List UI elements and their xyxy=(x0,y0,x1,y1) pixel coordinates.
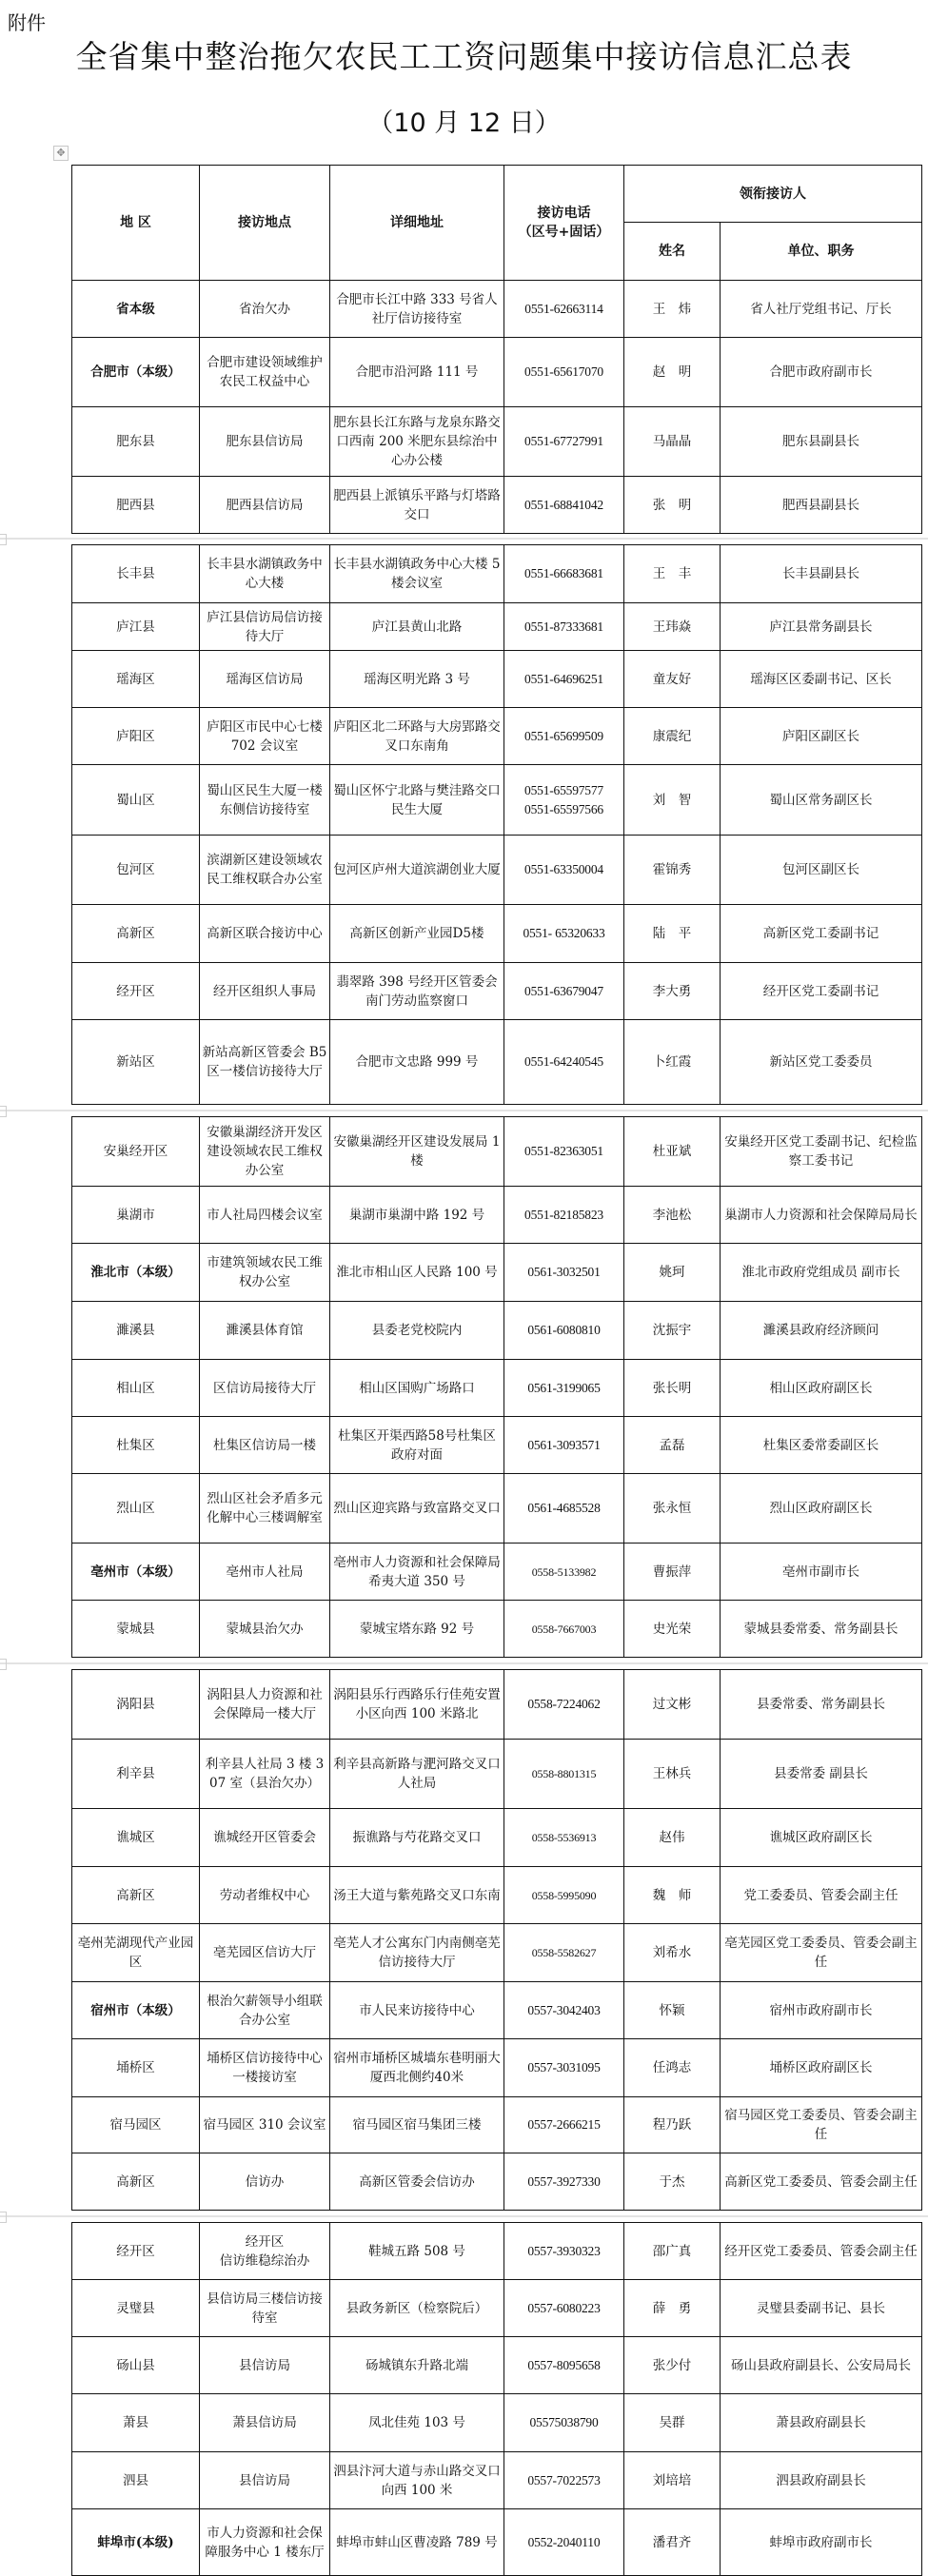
cell-leader-title: 宿马园区党工委委员、管委会副主任 xyxy=(721,2097,922,2153)
cell-leader-name: 杜亚斌 xyxy=(624,1117,721,1187)
cell-location: 长丰县水湖镇政务中心大楼 xyxy=(200,545,330,603)
table-row xyxy=(72,2153,922,2211)
table-row xyxy=(72,1117,922,1187)
table-row xyxy=(72,2509,922,2576)
cell-leader-title: 党工委委员、管委会副主任 xyxy=(721,1867,922,1924)
page-break-line xyxy=(0,1110,928,1111)
cell-region: 谯城区 xyxy=(72,1809,200,1867)
cell-phone: 0551-65617070 xyxy=(504,338,624,407)
cell-leader-name: 于杰 xyxy=(624,2153,721,2211)
table-row xyxy=(72,651,922,708)
cell-leader-title: 庐江县常务副县长 xyxy=(721,603,922,651)
cell-location: 蜀山区民生大厦一楼东侧信访接待室 xyxy=(200,765,330,836)
cell-leader-name: 张长明 xyxy=(624,1360,721,1417)
cell-phone: 0558-5536913 xyxy=(504,1809,624,1867)
cell-location: 亳州市人社局 xyxy=(200,1544,330,1601)
cell-location: 蒙城县治欠办 xyxy=(200,1601,330,1658)
cell-leader-title: 砀山县政府副县长、公安局局长 xyxy=(721,2337,922,2394)
table-row xyxy=(72,1360,922,1417)
cell-leader-title: 肥西县副县长 xyxy=(721,477,922,534)
cell-leader-title: 杜集区委常委副区长 xyxy=(721,1417,922,1474)
cell-phone: 0557-3930323 xyxy=(504,2223,624,2280)
cell-leader-name: 任鸿志 xyxy=(624,2039,721,2097)
info-table-page-1 xyxy=(71,165,922,534)
cell-phone: 0557-3927330 xyxy=(504,2153,624,2211)
cell-region: 新站区 xyxy=(72,1020,200,1105)
cell-address: 杜集区开渠西路58号杜集区政府对面 xyxy=(330,1417,504,1474)
cell-address: 合肥市沿河路 111 号 xyxy=(330,338,504,407)
cell-leader-name: 刘希水 xyxy=(624,1924,721,1982)
cell-region: 亳州芜湖现代产业园区 xyxy=(72,1924,200,1982)
cell-location: 亳芜园区信访大厅 xyxy=(200,1924,330,1982)
cell-address: 宿州市埇桥区城墙东巷明丽大厦西北侧约40米 xyxy=(330,2039,504,2097)
cell-leader-title: 亳芜园区党工委委员、管委会副主任 xyxy=(721,1924,922,1982)
cell-leader-name: 沈振宇 xyxy=(624,1302,721,1360)
cell-line: 0551-65597577 xyxy=(524,782,603,797)
cell-leader-title: 瑶海区区委副书记、区长 xyxy=(721,651,922,708)
cell-leader-name: 李大勇 xyxy=(624,963,721,1020)
cell-leader-name: 邵广真 xyxy=(624,2223,721,2280)
cell-location: 区信访局接待大厅 xyxy=(200,1360,330,1417)
cell-phone: 0551-68841042 xyxy=(504,477,624,534)
table-row xyxy=(72,1740,922,1809)
cell-leader-title: 相山区政府副区长 xyxy=(721,1360,922,1417)
cell-location: 省治欠办 xyxy=(200,281,330,338)
document-title: 全省集中整治拖欠农民工工资问题集中接访信息汇总表 xyxy=(75,38,853,75)
cell-phone: 0557-6080223 xyxy=(504,2280,624,2337)
header-phone xyxy=(504,166,624,281)
table-row xyxy=(72,1809,922,1867)
cell-leader-title: 蚌埠市政府副市长 xyxy=(721,2509,922,2576)
table-row xyxy=(72,1867,922,1924)
cell-location: 埇桥区信访接待中心一楼接访室 xyxy=(200,2039,330,2097)
table-row xyxy=(72,1544,922,1601)
cell-phone: 0551-82185823 xyxy=(504,1187,624,1244)
table-row xyxy=(72,407,922,477)
cell-region: 烈山区 xyxy=(72,1474,200,1544)
table-row xyxy=(72,1020,922,1105)
cell-leader-title: 巢湖市人力资源和社会保障局局长 xyxy=(721,1187,922,1244)
cell-location xyxy=(200,2223,330,2280)
table-row xyxy=(72,765,922,836)
cell-address: 蒙城宝塔东路 92 号 xyxy=(330,1601,504,1658)
cell-location: 滨湖新区建设领域农民工维权联合办公室 xyxy=(200,836,330,905)
table-row xyxy=(72,1417,922,1474)
cell-phone: 0551-64696251 xyxy=(504,651,624,708)
cell-leader-name: 薛 勇 xyxy=(624,2280,721,2337)
cell-phone: 0557-3042403 xyxy=(504,1982,624,2039)
cell-location: 利辛县人社局 3 楼 307 室（县治欠办） xyxy=(200,1740,330,1809)
cell-address: 合肥市长江中路 333 号省人社厅信访接待室 xyxy=(330,281,504,338)
cell-address: 瑶海区明光路 3 号 xyxy=(330,651,504,708)
cell-region: 蜀山区 xyxy=(72,765,200,836)
cell-location: 安徽巢湖经济开发区建设领域农民工维权办公室 xyxy=(200,1117,330,1187)
table-row xyxy=(72,1302,922,1360)
cell-region: 杜集区 xyxy=(72,1417,200,1474)
cell-phone: 0561-6080810 xyxy=(504,1302,624,1360)
cell-address: 凤北佳苑 103 号 xyxy=(330,2394,504,2452)
cell-location: 市建筑领域农民工维权办公室 xyxy=(200,1244,330,1302)
cell-leader-name: 魏 师 xyxy=(624,1867,721,1924)
cell-leader-name: 程乃跃 xyxy=(624,2097,721,2153)
cell-location: 肥西县信访局 xyxy=(200,477,330,534)
cell-leader-title: 谯城区政府副区长 xyxy=(721,1809,922,1867)
cell-location: 庐江县信访局信访接待大厅 xyxy=(200,603,330,651)
cell-region: 相山区 xyxy=(72,1360,200,1417)
header-title: 单位、职务 xyxy=(721,223,922,281)
cell-leader-name: 王 炜 xyxy=(624,281,721,338)
cell-leader-title: 经开区党工委委员、管委会副主任 xyxy=(721,2223,922,2280)
header-region: 地 区 xyxy=(72,166,200,281)
cell-leader-name: 赵 明 xyxy=(624,338,721,407)
table-row xyxy=(72,1474,922,1544)
cell-address: 淮北市相山区人民路 100 号 xyxy=(330,1244,504,1302)
table-row xyxy=(72,1601,922,1658)
table-row xyxy=(72,1924,922,1982)
page-gutter-marker-icon xyxy=(0,1659,7,1670)
cell-address: 利辛县高新路与淝河路交叉口人社局 xyxy=(330,1740,504,1809)
header-leader-group: 领衔接访人 xyxy=(624,166,922,223)
cell-phone: 0551-82363051 xyxy=(504,1117,624,1187)
cell-phone: 0558-5995090 xyxy=(504,1867,624,1924)
cell-leader-name: 李池松 xyxy=(624,1187,721,1244)
cell-region: 安巢经开区 xyxy=(72,1117,200,1187)
cell-address: 振谯路与芍花路交叉口 xyxy=(330,1809,504,1867)
cell-address: 巢湖市巢湖中路 192 号 xyxy=(330,1187,504,1244)
cell-leader-name: 曹振萍 xyxy=(624,1544,721,1601)
cell-leader-name: 史光荣 xyxy=(624,1601,721,1658)
table-row xyxy=(72,1244,922,1302)
cell-address: 蜀山区怀宁北路与樊洼路交口民生大厦 xyxy=(330,765,504,836)
cell-leader-title: 烈山区政府副区长 xyxy=(721,1474,922,1544)
cell-phone xyxy=(504,765,624,836)
table-row xyxy=(72,1982,922,2039)
cell-address: 合肥市文忠路 999 号 xyxy=(330,1020,504,1105)
cell-phone: 0561-4685528 xyxy=(504,1474,624,1544)
info-table-page-4 xyxy=(71,1669,922,2211)
cell-region: 庐阳区 xyxy=(72,708,200,765)
cell-leader-name: 王 丰 xyxy=(624,545,721,603)
cell-region: 濉溪县 xyxy=(72,1302,200,1360)
cell-address: 包河区庐州大道滨湖创业大厦 xyxy=(330,836,504,905)
cell-leader-name: 童友好 xyxy=(624,651,721,708)
cell-address: 泗县汴河大道与赤山路交叉口向西 100 米 xyxy=(330,2452,504,2509)
cell-address: 鞋城五路 508 号 xyxy=(330,2223,504,2280)
table-row xyxy=(72,2394,922,2452)
cell-region: 蒙城县 xyxy=(72,1601,200,1658)
cell-region: 涡阳县 xyxy=(72,1670,200,1740)
cell-leader-title: 安巢经开区党工委副书记、纪检监察工委书记 xyxy=(721,1117,922,1187)
cell-leader-name: 张 明 xyxy=(624,477,721,534)
cell-leader-title: 高新区党工委副书记 xyxy=(721,905,922,963)
cell-region: 包河区 xyxy=(72,836,200,905)
table-row xyxy=(72,2223,922,2280)
cell-phone: 0551-65699509 xyxy=(504,708,624,765)
table-row xyxy=(72,1670,922,1740)
cell-line: 0551-65597566 xyxy=(524,801,603,816)
cell-address: 烈山区迎宾路与致富路交叉口 xyxy=(330,1474,504,1544)
cell-leader-title: 灵璧县委副书记、县长 xyxy=(721,2280,922,2337)
cell-leader-title: 肥东县副县长 xyxy=(721,407,922,477)
cell-leader-name: 潘君齐 xyxy=(624,2509,721,2576)
cell-address: 汤王大道与紫苑路交叉口东南 xyxy=(330,1867,504,1924)
cell-location: 烈山区社会矛盾多元化解中心三楼调解室 xyxy=(200,1474,330,1544)
cell-leader-name: 刘 智 xyxy=(624,765,721,836)
cell-leader-title: 萧县政府副县长 xyxy=(721,2394,922,2452)
cell-region: 瑶海区 xyxy=(72,651,200,708)
cell-phone: 05575038790 xyxy=(504,2394,624,2452)
info-table-page-2 xyxy=(71,544,922,1105)
cell-region: 高新区 xyxy=(72,1867,200,1924)
cell-phone: 0551-63350004 xyxy=(504,836,624,905)
cell-address: 翡翠路 398 号经开区管委会南门劳动监察窗口 xyxy=(330,963,504,1020)
cell-phone: 0551- 65320633 xyxy=(504,905,624,963)
cell-leader-title: 经开区党工委副书记 xyxy=(721,963,922,1020)
cell-location: 新站高新区管委会 B5 区一楼信访接待大厅 xyxy=(200,1020,330,1105)
cell-region: 巢湖市 xyxy=(72,1187,200,1244)
cell-phone: 0558-5133982 xyxy=(504,1544,624,1601)
cell-region: 砀山县 xyxy=(72,2337,200,2394)
cell-leader-title: 泗县政府副县长 xyxy=(721,2452,922,2509)
cell-leader-title: 合肥市政府副市长 xyxy=(721,338,922,407)
document-date: （10 月 12 日） xyxy=(367,108,561,138)
cell-location: 信访办 xyxy=(200,2153,330,2211)
cell-leader-title: 蒙城县委常委、常务副县长 xyxy=(721,1601,922,1658)
cell-region: 长丰县 xyxy=(72,545,200,603)
cell-leader-name: 刘培培 xyxy=(624,2452,721,2509)
cell-address: 肥西县上派镇乐平路与灯塔路交口 xyxy=(330,477,504,534)
cell-region: 利辛县 xyxy=(72,1740,200,1809)
cell-address: 亳芜人才公寓东门内南侧亳芜信访接待大厅 xyxy=(330,1924,504,1982)
cell-location: 瑶海区信访局 xyxy=(200,651,330,708)
cell-address: 县政务新区（检察院后） xyxy=(330,2280,504,2337)
cell-region: 埇桥区 xyxy=(72,2039,200,2097)
cell-region: 萧县 xyxy=(72,2394,200,2452)
cell-location: 杜集区信访局一楼 xyxy=(200,1417,330,1474)
cell-location: 经开区组织人事局 xyxy=(200,963,330,1020)
header-address: 详细地址 xyxy=(330,166,504,281)
cell-phone: 0557-2666215 xyxy=(504,2097,624,2153)
info-table-page-3 xyxy=(71,1116,922,1658)
page-gutter-marker-icon xyxy=(0,1106,7,1117)
cell-phone: 0558-7667003 xyxy=(504,1601,624,1658)
cell-address: 庐江县黄山北路 xyxy=(330,603,504,651)
cell-region: 泗县 xyxy=(72,2452,200,2509)
table-row xyxy=(72,708,922,765)
cell-phone: 0557-7022573 xyxy=(504,2452,624,2509)
cell-address: 庐阳区北二环路与大房郢路交叉口东南角 xyxy=(330,708,504,765)
cell-address: 宿马园区宿马集团三楼 xyxy=(330,2097,504,2153)
cell-region: 高新区 xyxy=(72,905,200,963)
cell-region: 肥东县 xyxy=(72,407,200,477)
cell-location: 庐阳区市民中心七楼 702 会议室 xyxy=(200,708,330,765)
cell-leader-title: 埇桥区政府副区长 xyxy=(721,2039,922,2097)
table-row xyxy=(72,545,922,603)
cell-location: 县信访局三楼信访接待室 xyxy=(200,2280,330,2337)
cell-line: 信访维稳综治办 xyxy=(219,2252,310,2269)
header-row xyxy=(72,166,922,223)
cell-leader-name: 过文彬 xyxy=(624,1670,721,1740)
table-row xyxy=(72,836,922,905)
cell-region: 蚌埠市(本级) xyxy=(72,2509,200,2576)
cell-address: 砀城镇东升路北端 xyxy=(330,2337,504,2394)
page-break-line xyxy=(0,2215,928,2217)
cell-region: 宿马园区 xyxy=(72,2097,200,2153)
table-row xyxy=(72,2097,922,2153)
cell-location: 劳动者维权中心 xyxy=(200,1867,330,1924)
page-gutter-marker-icon xyxy=(0,2212,7,2223)
table-row xyxy=(72,2452,922,2509)
cell-region: 庐江县 xyxy=(72,603,200,651)
cell-phone: 0551-63679047 xyxy=(504,963,624,1020)
cell-phone: 0558-8801315 xyxy=(504,1740,624,1809)
cell-address: 高新区创新产业园D5楼 xyxy=(330,905,504,963)
cell-region: 经开区 xyxy=(72,963,200,1020)
cell-leader-name: 卜红霞 xyxy=(624,1020,721,1105)
header-name: 姓名 xyxy=(624,223,721,281)
cell-leader-name: 吴群 xyxy=(624,2394,721,2452)
table-row xyxy=(72,2280,922,2337)
cell-location: 濉溪县体育馆 xyxy=(200,1302,330,1360)
cell-location: 萧县信访局 xyxy=(200,2394,330,2452)
cell-leader-title: 省人社厅党组书记、厅长 xyxy=(721,281,922,338)
table-row xyxy=(72,1187,922,1244)
cell-leader-name: 康震纪 xyxy=(624,708,721,765)
table-row xyxy=(72,338,922,407)
cell-leader-name: 王玮焱 xyxy=(624,603,721,651)
cell-location: 高新区联合接访中心 xyxy=(200,905,330,963)
cell-phone: 0551-64240545 xyxy=(504,1020,624,1105)
cell-address: 蚌埠市蚌山区曹凌路 789 号 xyxy=(330,2509,504,2576)
cell-leader-title: 县委常委、常务副县长 xyxy=(721,1670,922,1740)
cell-leader-title: 宿州市政府副市长 xyxy=(721,1982,922,2039)
page-break-line xyxy=(0,538,928,540)
cell-address: 长丰县水湖镇政务中心大楼 5 楼会议室 xyxy=(330,545,504,603)
cell-leader-name: 怀颖 xyxy=(624,1982,721,2039)
cell-line: 经开区 xyxy=(245,2233,285,2250)
page-gutter-marker-icon xyxy=(0,534,7,545)
cell-leader-name: 王林兵 xyxy=(624,1740,721,1809)
cell-leader-title: 淮北市政府党组成员 副市长 xyxy=(721,1244,922,1302)
cell-location: 涡阳县人力资源和社会保障局一楼大厅 xyxy=(200,1670,330,1740)
cell-phone: 0558-7224062 xyxy=(504,1670,624,1740)
cell-leader-name: 陆 平 xyxy=(624,905,721,963)
cell-address: 涡阳县乐行西路乐行佳苑安置小区向西 100 米路北 xyxy=(330,1670,504,1740)
cell-phone: 0552-2040110 xyxy=(504,2509,624,2576)
cell-address: 市人民来访接待中心 xyxy=(330,1982,504,2039)
cell-phone: 0561-3093571 xyxy=(504,1417,624,1474)
cell-region: 淮北市（本级） xyxy=(72,1244,200,1302)
cell-leader-name: 张永恒 xyxy=(624,1474,721,1544)
cell-phone: 0551-67727991 xyxy=(504,407,624,477)
table-row xyxy=(72,603,922,651)
cell-leader-name: 张少付 xyxy=(624,2337,721,2394)
cell-leader-title: 县委常委 副县长 xyxy=(721,1740,922,1809)
cell-phone: 0561-3032501 xyxy=(504,1244,624,1302)
cell-leader-title: 蜀山区常务副区长 xyxy=(721,765,922,836)
header-phone-line2: （区号+固话） xyxy=(518,225,610,240)
cell-location: 合肥市建设领域维护农民工权益中心 xyxy=(200,338,330,407)
cell-leader-name: 马晶晶 xyxy=(624,407,721,477)
cell-address: 肥东县长江东路与龙泉东路交口西南 200 米肥东县综治中心办公楼 xyxy=(330,407,504,477)
cell-leader-name: 孟磊 xyxy=(624,1417,721,1474)
attachment-label: 附件 xyxy=(8,11,46,34)
cell-phone: 0551-87333681 xyxy=(504,603,624,651)
cell-region: 灵璧县 xyxy=(72,2280,200,2337)
cell-region: 肥西县 xyxy=(72,477,200,534)
cell-location: 市人社局四楼会议室 xyxy=(200,1187,330,1244)
cell-location: 谯城经开区管委会 xyxy=(200,1809,330,1867)
cell-address: 县委老党校院内 xyxy=(330,1302,504,1360)
table-move-handle-icon[interactable]: ✥ xyxy=(53,146,69,161)
cell-region: 亳州市（本级） xyxy=(72,1544,200,1601)
table-row xyxy=(72,905,922,963)
info-table-page-5 xyxy=(71,2222,922,2576)
table-row xyxy=(72,281,922,338)
cell-location: 市人力资源和社会保障服务中心 1 楼东厅 xyxy=(200,2509,330,2576)
cell-leader-name: 赵伟 xyxy=(624,1809,721,1867)
cell-leader-name: 姚珂 xyxy=(624,1244,721,1302)
cell-address: 亳州市人力资源和社会保障局希夷大道 350 号 xyxy=(330,1544,504,1601)
cell-region: 经开区 xyxy=(72,2223,200,2280)
cell-location: 宿马园区 310 会议室 xyxy=(200,2097,330,2153)
cell-address: 高新区管委会信访办 xyxy=(330,2153,504,2211)
cell-location: 县信访局 xyxy=(200,2337,330,2394)
cell-leader-title: 亳州市副市长 xyxy=(721,1544,922,1601)
cell-region: 合肥市（本级） xyxy=(72,338,200,407)
cell-address: 相山区国购广场路口 xyxy=(330,1360,504,1417)
header-location: 接访地点 xyxy=(200,166,330,281)
cell-leader-title: 高新区党工委委员、管委会副主任 xyxy=(721,2153,922,2211)
cell-region: 高新区 xyxy=(72,2153,200,2211)
page-break-line xyxy=(0,1662,928,1664)
cell-leader-title: 濉溪县政府经济顾问 xyxy=(721,1302,922,1360)
cell-location: 肥东县信访局 xyxy=(200,407,330,477)
cell-phone: 0551-66683681 xyxy=(504,545,624,603)
cell-phone: 0558-5582627 xyxy=(504,1924,624,1982)
table-row xyxy=(72,477,922,534)
cell-phone: 0561-3199065 xyxy=(504,1360,624,1417)
cell-address: 安徽巢湖经开区建设发展局 1 楼 xyxy=(330,1117,504,1187)
cell-location: 县信访局 xyxy=(200,2452,330,2509)
cell-location: 根治欠薪领导小组联合办公室 xyxy=(200,1982,330,2039)
cell-leader-title: 新站区党工委委员 xyxy=(721,1020,922,1105)
table-row xyxy=(72,963,922,1020)
cell-phone: 0551-62663114 xyxy=(504,281,624,338)
cell-region: 省本级 xyxy=(72,281,200,338)
header-phone-line1: 接访电话 xyxy=(537,206,591,221)
cell-phone: 0557-8095658 xyxy=(504,2337,624,2394)
cell-leader-title: 长丰县副县长 xyxy=(721,545,922,603)
table-row xyxy=(72,2337,922,2394)
cell-leader-title: 庐阳区副区长 xyxy=(721,708,922,765)
cell-region: 宿州市（本级） xyxy=(72,1982,200,2039)
cell-leader-title: 包河区副区长 xyxy=(721,836,922,905)
table-row xyxy=(72,2039,922,2097)
cell-phone: 0557-3031095 xyxy=(504,2039,624,2097)
cell-leader-name: 霍锦秀 xyxy=(624,836,721,905)
